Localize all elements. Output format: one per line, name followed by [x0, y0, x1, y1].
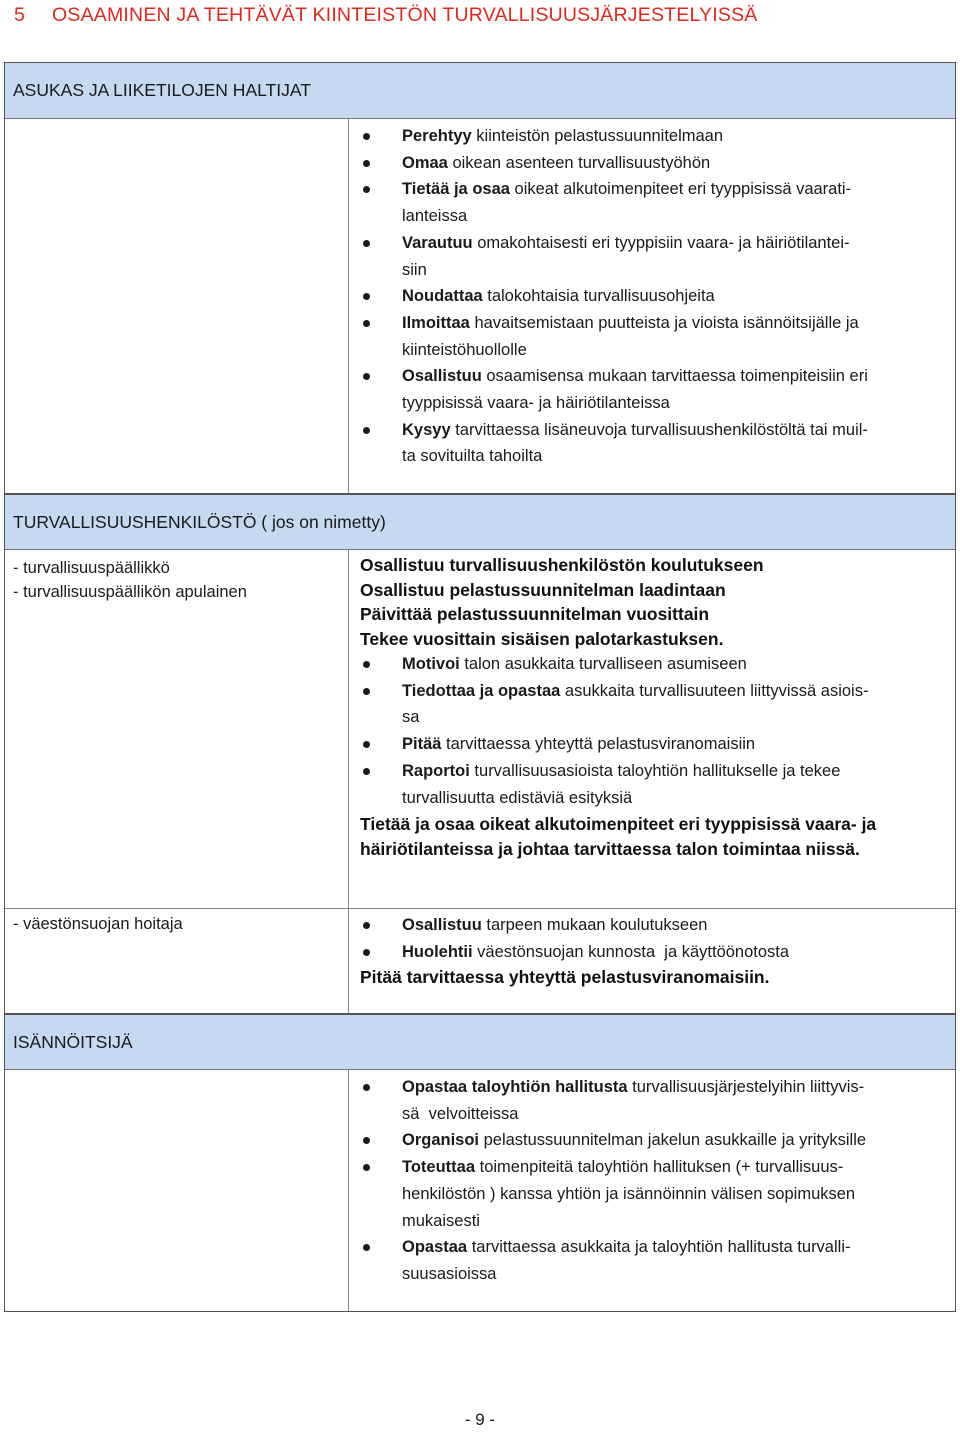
bullet-icon: [363, 133, 370, 140]
item-keyword: Varautuu: [402, 233, 473, 252]
residents-label: ASUKAS JA LIIKETILOJEN HALTIJAT: [13, 80, 311, 100]
item-keyword: Kysyy: [402, 420, 451, 439]
item-text: kiinteistön pelastussuunnitelmaan: [471, 127, 724, 145]
list-item: [360, 651, 950, 678]
manager-label: ISÄNNÖITSIJÄ: [13, 1031, 133, 1052]
section-title: OSAAMINEN JA TEHTÄVÄT KIINTEISTÖN TURVALLISUUSJÄRJESTELYISSÄ: [52, 4, 758, 26]
section-number: 5: [14, 4, 26, 26]
list-item: [360, 939, 950, 966]
bullet-icon: [363, 160, 370, 167]
list-item: [360, 731, 950, 758]
item-text: tarpeen mukaan koulutukseen: [481, 916, 708, 934]
shelter-role: [13, 912, 183, 936]
item-keyword: Pitää: [402, 735, 442, 754]
list-item: [360, 310, 950, 363]
officer-closing-text: Tietää ja osaa oikeat alkutoimenpiteet eri tyyppisissä vaara- ja häiriötilanteissa ja johtaa tarvittaessa talon toimintaa niissä.: [360, 814, 877, 859]
manager-duties-list: [360, 1074, 950, 1288]
item-text: talokohtaisia turvallisuusohjeita: [482, 287, 715, 306]
list-item: [360, 417, 950, 470]
item-keyword: Noudattaa: [402, 287, 483, 306]
personnel-table: [4, 494, 956, 1014]
role-shelter-keeper: - väestönsuojan hoitaja: [13, 915, 183, 933]
role-safety-chief-deputy: - turvallisuuspäällikön apulainen: [13, 583, 247, 601]
list-item: [360, 176, 950, 229]
item-keyword: Tietää ja osaa: [402, 180, 510, 199]
column-divider: [348, 550, 349, 1013]
bullet-icon: [363, 1244, 370, 1251]
item-keyword: Ilmoittaa: [402, 313, 470, 332]
item-text: omakohtaisesti eri tyyppisiin vaara- ja häiriötilantei- siin: [402, 233, 850, 279]
residents-table: [4, 62, 956, 494]
officer-duty-line: Päivittää pelastussuunnitelman vuosittain: [360, 604, 710, 624]
item-keyword: Opastaa: [402, 1238, 468, 1257]
item-keyword: Toteuttaa: [402, 1158, 476, 1177]
bullet-icon: [363, 1084, 370, 1091]
personnel-label: TURVALLISUUSHENKILÖSTÖ ( jos on nimetty): [13, 511, 386, 532]
item-text: pelastussuunnitelman jakelun asukkaille ja yrityksille: [479, 1131, 867, 1150]
shelter-closing: [360, 965, 950, 990]
list-item: [360, 1154, 950, 1234]
officer-duty-line: Osallistuu pelastussuunnitelman laadintaan: [360, 579, 726, 600]
bullet-icon: [363, 320, 370, 327]
officer-roles: [13, 556, 247, 604]
row-divider: [5, 908, 955, 909]
bullet-icon: [363, 1164, 370, 1171]
bullet-icon: [363, 240, 370, 247]
item-keyword: Motivoi: [402, 655, 460, 673]
column-divider: [348, 119, 349, 493]
item-keyword: Raportoi: [402, 761, 470, 780]
item-text: turvallisuusasioista taloyhtiön hallitukselle ja tekee turvallisuutta edistäviä esityksiä: [402, 761, 841, 807]
item-keyword: Organisoi: [402, 1131, 480, 1150]
item-text: talon asukkaita turvalliseen asumiseen: [459, 655, 747, 673]
list-item: [360, 150, 950, 177]
officer-duty-line: Tekee vuosittain sisäisen palotarkastuksen.: [360, 628, 724, 649]
shelter-closing-text: Pitää tarvittaessa yhteyttä pelastusviranomaisiin.: [360, 967, 770, 987]
officer-duties-plain: [360, 553, 950, 651]
item-text: tarvittaessa yhteyttä pelastusviranomaisiin: [441, 735, 756, 754]
officer-duties-list: [360, 651, 950, 811]
officer-closing: [360, 812, 950, 861]
item-text: turvallisuusjärjestelyihin liittyvis- sä velvoitteissa: [402, 1078, 865, 1123]
item-text: toimenpiteitä taloyhtiön hallituksen (+ turvallisuus- henkilöstön ) kanssa yhtiön ja isännöinnin välisen sopimuksen mukaisesti: [402, 1158, 856, 1230]
residents-header: [5, 63, 955, 119]
bullet-icon: [363, 922, 370, 929]
item-keyword: Huolehtii: [402, 942, 473, 961]
column-divider: [348, 1070, 349, 1311]
bullet-icon: [363, 293, 370, 300]
bullet-icon: [363, 741, 370, 748]
list-item: [360, 283, 950, 310]
manager-header: [5, 1014, 955, 1070]
item-text: asukkaita turvallisuuteen liittyvissä asiois- sa: [402, 681, 869, 727]
bullet-icon: [363, 373, 370, 380]
bullet-icon: [363, 1137, 370, 1144]
item-text: väestönsuojan kunnosta ja käyttöönotosta: [472, 942, 790, 961]
residents-duties-list: [360, 123, 950, 470]
item-text: osaamisensa mukaan tarvittaessa toimenpiteisiin eri tyyppisissä vaara- ja häiriötilanteissa: [402, 367, 868, 413]
bullet-icon: [363, 768, 370, 775]
page-number: - 9 -: [464, 1410, 496, 1429]
item-keyword: Tiedottaa ja opastaa: [402, 681, 561, 700]
list-item: [360, 758, 950, 811]
list-item: [360, 678, 950, 731]
item-text: oikean asenteen turvallisuustyöhön: [447, 153, 711, 172]
list-item: [360, 912, 950, 939]
item-keyword: Osallistuu: [402, 916, 482, 934]
bullet-icon: [363, 688, 370, 695]
list-item: [360, 363, 950, 416]
officer-duty-line: Osallistuu turvallisuushenkilöstön koulutukseen: [360, 555, 764, 575]
personnel-header: [5, 494, 955, 550]
list-item: [360, 230, 950, 283]
shelter-duties-list: [360, 912, 950, 965]
role-safety-chief: - turvallisuuspäällikkö: [13, 559, 170, 577]
bullet-icon: [363, 427, 370, 434]
list-item: [360, 1074, 950, 1127]
list-item: [360, 123, 950, 150]
item-text: havaitsemistaan puutteista ja vioista isännöitsijälle ja kiinteistöhuollolle: [402, 313, 859, 359]
manager-table: [4, 1014, 956, 1312]
bullet-icon: [363, 949, 370, 956]
bullet-icon: [363, 186, 370, 193]
item-keyword: Perehtyy: [402, 127, 472, 145]
item-keyword: Osallistuu: [402, 367, 482, 386]
item-keyword: Omaa: [402, 153, 448, 172]
page-heading: [14, 4, 758, 27]
item-text: tarvittaessa asukkaita ja taloyhtiön hallitusta turvalli- suusasioissa: [402, 1238, 851, 1283]
list-item: [360, 1127, 950, 1154]
item-keyword: Opastaa taloyhtiön hallitusta: [402, 1078, 628, 1096]
bullet-icon: [363, 661, 370, 668]
item-text: tarvittaessa lisäneuvoja turvallisuushenkilöstöltä tai muil- ta sovituilta tahoilta: [402, 420, 868, 466]
item-text: oikeat alkutoimenpiteet eri tyyppisissä vaarati- lanteissa: [402, 180, 852, 226]
list-item: [360, 1234, 950, 1287]
